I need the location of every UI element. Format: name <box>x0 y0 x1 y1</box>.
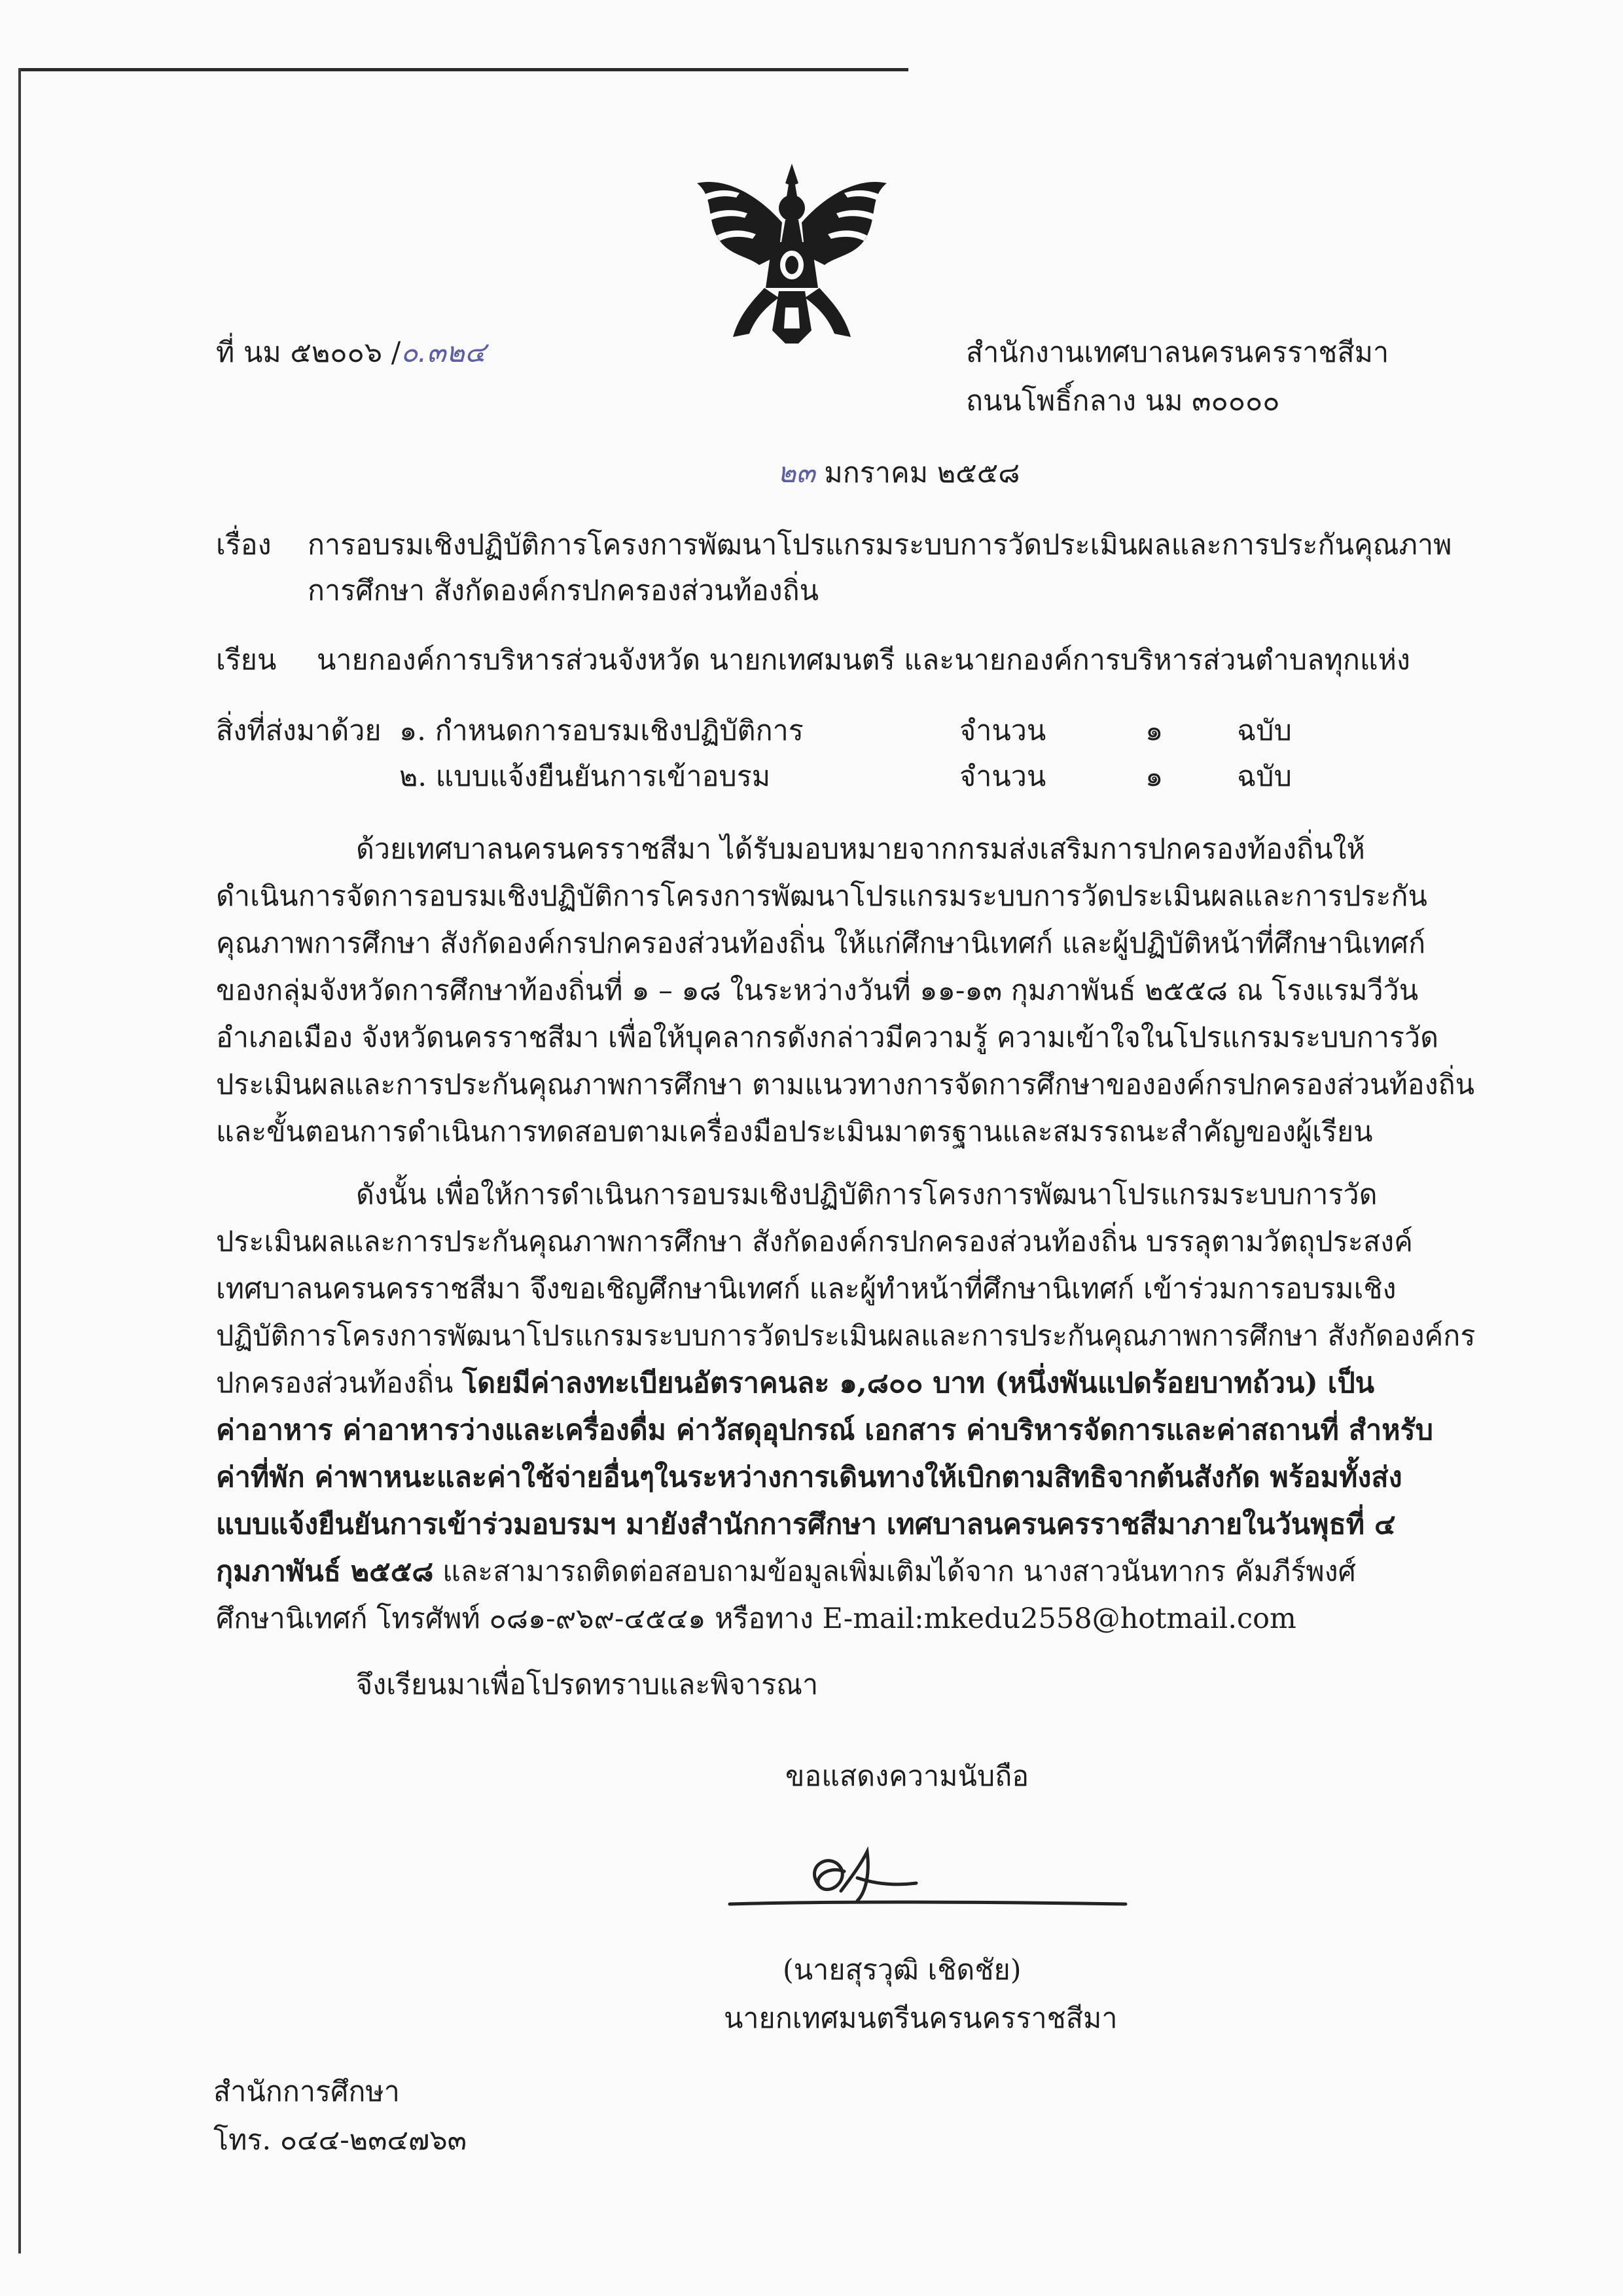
paragraph-line: คุณภาพการศึกษา สังกัดองค์กรปกครองส่วนท้องถิ่น ให้แก่ศึกษานิเทศก์ และผู้ปฏิบัติหน้าที่ศึกษานิเทศก์ <box>216 927 1426 960</box>
paragraph-line: อำเภอเมือง จังหวัดนครราชสีมา เพื่อให้บุคลากรดังกล่าวมีความรู้ ความเข้าใจในโปรแกรมระบบการวัด <box>216 1021 1439 1054</box>
date-text: มกราคม ๒๕๕๘ <box>824 457 1020 489</box>
footer-department: สำนักการศึกษา <box>213 2075 400 2108</box>
ref-handwritten: ๐.๓๒๔ <box>401 336 486 369</box>
attachments-label: สิ่งที่ส่งมาด้วย <box>216 715 382 747</box>
subject-line-1: การอบรมเชิงปฏิบัติการโครงการพัฒนาโปรแกรมระบบการวัดประเมินผลและการประกันคุณภาพ <box>308 529 1452 561</box>
attachment-item: ๑. กำหนดการอบรมเชิงปฏิบัติการ <box>399 715 804 747</box>
paragraph-line: และขั้นตอนการดำเนินการทดสอบตามเครื่องมือประเมินมาตรฐานและสมรรถนะสำคัญของผู้เรียน <box>216 1116 1373 1148</box>
deadline-text: กุมภาพันธ์ ๒๕๕๘ <box>216 1555 434 1588</box>
footer-phone: โทร. ๐๔๔-๒๓๔๗๖๓ <box>213 2124 467 2157</box>
page-border-top <box>18 68 908 71</box>
paragraph-line: ของกลุ่มจังหวัดการศึกษาท้องถิ่นที่ ๑ – ๑๘ ในระหว่างวันที่ ๑๑-๑๓ กุมภาพันธ์ ๒๕๕๘ ณ โรงแรมวีวัน <box>216 974 1419 1007</box>
attachment-unit: ฉบับ <box>1237 760 1292 793</box>
attachment-qty-label: จำนวน <box>959 760 1046 793</box>
office-address: ถนนโพธิ์กลาง นม ๓๐๐๐๐ <box>966 385 1280 417</box>
document-date <box>777 457 1020 491</box>
attachment-qty: ๑ <box>1145 715 1164 747</box>
attachment-item: ๒. แบบแจ้งยืนยันการเข้าอบรม <box>399 760 771 793</box>
to-text: นายกองค์การบริหารส่วนจังหวัด นายกเทศมนตรี และนายกองค์การบริหารส่วนตำบลทุกแห่ง <box>317 644 1410 677</box>
to-label: เรียน <box>216 644 277 677</box>
paragraph-text: ปกครองส่วนท้องถิ่น <box>216 1367 463 1400</box>
paragraph-line: ประเมินผลและการประกันคุณภาพการศึกษา สังกัดองค์กรปกครองส่วนท้องถิ่น บรรลุตามวัตถุประสงค์ <box>216 1226 1413 1258</box>
attachment-unit: ฉบับ <box>1237 715 1292 747</box>
closing-respect: ขอแสดงความนับถือ <box>785 1760 1029 1793</box>
closing-request: จึงเรียนมาเพื่อโปรดทราบและพิจารณา <box>356 1669 819 1701</box>
paragraph-line: ดำเนินการจัดการอบรมเชิงปฏิบัติการโครงการพัฒนาโปรแกรมระบบการวัดประเมินผลและการประกัน <box>216 880 1427 913</box>
paragraph-line: ค่าที่พัก ค่าพาหนะและค่าใช้จ่ายอื่นๆในระหว่างการเดินทางให้เบิกตามสิทธิจากต้นสังกัด พร้อมทั้งส่ง <box>216 1461 1402 1494</box>
paragraph-line: ศึกษานิเทศก์ โทรศัพท์ ๐๘๑-๙๖๙-๔๕๔๑ หรือทาง E-mail:mkedu2558@hotmail.com <box>216 1602 1296 1635</box>
signer-title: นายกเทศมนตรีนครนครราชสีมา <box>724 2002 1118 2035</box>
paragraph-line <box>216 1548 1475 1595</box>
paragraph-line: ดังนั้น เพื่อให้การดำเนินการอบรมเชิงปฏิบัติการโครงการพัฒนาโปรแกรมระบบการวัด <box>356 1178 1378 1211</box>
subject-line-2: การศึกษา สังกัดองค์กรปกครองส่วนท้องถิ่น <box>308 574 819 607</box>
paragraph-line <box>216 1360 1475 1407</box>
signature-image <box>726 1839 1132 1924</box>
paragraph-line: ประเมินผลและการประกันคุณภาพการศึกษา ตามแนวทางการจัดการศึกษาขององค์กรปกครองส่วนท้องถิ่น <box>216 1069 1475 1101</box>
paragraph-line: ด้วยเทศบาลนครนครราชสีมา ได้รับมอบหมายจากกรมส่งเสริมการปกครองท้องถิ่นให้ <box>356 833 1365 866</box>
attachment-qty: ๑ <box>1145 760 1164 793</box>
attachment-qty-label: จำนวน <box>959 715 1046 747</box>
signer-name: (นายสุรวุฒิ เชิดชัย) <box>783 1954 1022 1987</box>
garuda-emblem-icon <box>687 157 897 347</box>
subject-label: เรื่อง <box>216 529 272 561</box>
paragraph-line: ค่าอาหาร ค่าอาหารว่างและเครื่องดื่ม ค่าวัสดุอุปกรณ์ เอกสาร ค่าบริหารจัดการและค่าสถานที่ สำหรับ <box>216 1414 1433 1447</box>
paragraph-text: และสามารถติดต่อสอบถามข้อมูลเพิ่มเติมได้จาก นางสาวนันทากร คัมภีร์พงศ์ <box>433 1555 1356 1588</box>
paragraph-line: เทศบาลนครนครราชสีมา จึงขอเชิญศึกษานิเทศก์ และผู้ทำหน้าที่ศึกษานิเทศก์ เข้าร่วมการอบรมเชิง <box>216 1273 1397 1305</box>
ref-prefix: ที่ นม ๕๒๐๐๖ / <box>216 336 401 369</box>
paragraph-line: ปฏิบัติการโครงการพัฒนาโปรแกรมระบบการวัดประเมินผลและการประกันคุณภาพการศึกษา สังกัดองค์กร <box>216 1320 1476 1352</box>
document-ref-number <box>216 336 486 370</box>
page-border-left <box>18 68 21 2253</box>
office-name: สำนักงานเทศบาลนครนครราชสีมา <box>966 336 1389 369</box>
body-paragraph-1 <box>216 826 1474 1156</box>
date-handwritten: ๒๓ <box>777 457 815 489</box>
paragraph-line: แบบแจ้งยืนยันการเข้าร่วมอบรมฯ มายังสำนักการศึกษา เทศบาลนครนครราชสีมาภายในวันพุธที่ ๔ <box>216 1508 1396 1541</box>
body-paragraph-2 <box>216 1171 1475 1642</box>
registration-fee-text: โดยมีค่าลงทะเบียนอัตราคนละ ๑,๘๐๐ บาท (หนึ่งพันแปดร้อยบาทถ้วน) เป็น <box>462 1367 1375 1400</box>
